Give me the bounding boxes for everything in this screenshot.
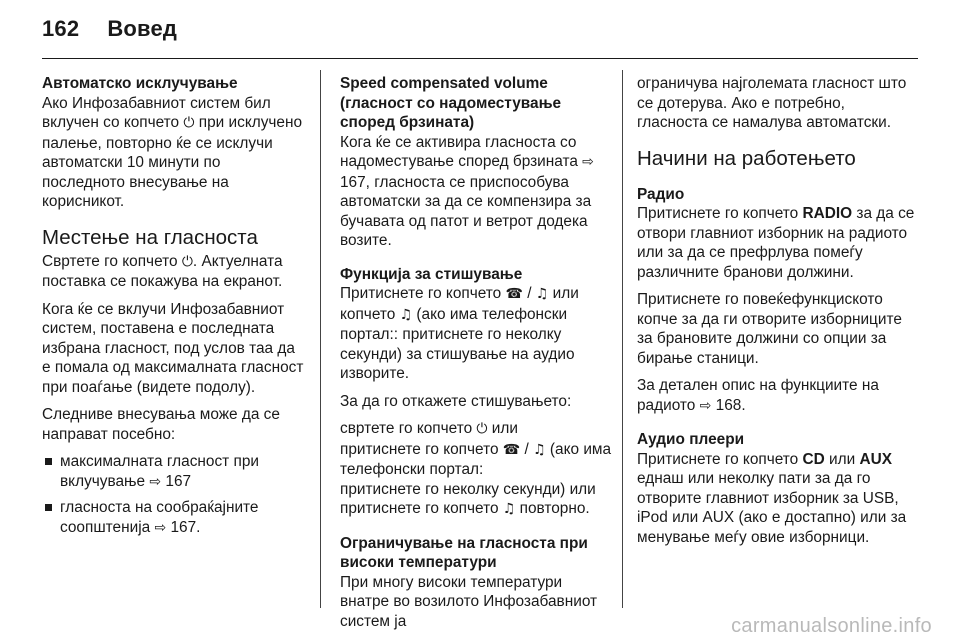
- power-icon: ⏻: [181, 253, 193, 270]
- section-heading: Автоматско исклучување: [42, 75, 238, 92]
- paragraph-text: Притиснете го повеќефункциското копче за да ги отворите изборниците за брановите должини со опции за бирање станици.: [637, 291, 902, 367]
- paragraph-text: при исклучено палење, повторно ќе се исклучи автоматски 10 минути по последното внесување на корисникот.: [42, 114, 303, 210]
- section-heading: Радио: [637, 185, 685, 203]
- power-icon: ⏻: [183, 115, 195, 131]
- paragraph-text: притиснете го неколку секунди) или притиснете го копчето: [340, 480, 596, 517]
- section-heading: Speed compensated volume (гласност со надоместување според брзината): [340, 75, 562, 131]
- page-reference: 168.: [711, 396, 746, 414]
- reference-arrow-icon: ⇨: [149, 473, 162, 490]
- paragraph-text: Следниве внесувања може да се направат посебно:: [42, 406, 280, 443]
- page-reference: 167: [161, 472, 192, 490]
- cd-button-label: CD: [802, 450, 825, 468]
- paragraph-text: (ако има телефонски портал:: притиснете го неколку секунди) за стишување на аудио изворите.: [340, 305, 575, 382]
- list-item-text: гласноста на сообраќајните соопштенија: [60, 499, 259, 536]
- phone-icon: ☎: [502, 441, 521, 458]
- bullet-list: [42, 452, 306, 538]
- power-icon: ⏻: [476, 421, 488, 437]
- phone-icon: ☎: [505, 286, 523, 302]
- paragraph-text: . Актуелната поставка се покажува на екранот.: [42, 252, 283, 290]
- page-title: Вовед: [107, 16, 178, 41]
- mute-icon: ♫: [535, 286, 549, 302]
- paragraph-text: /: [522, 285, 536, 302]
- page-header: [42, 16, 177, 42]
- paragraph-text: Свртете го копчето: [42, 252, 182, 270]
- paragraph-text: или копчето: [340, 285, 579, 323]
- paragraph-text: повторно.: [515, 500, 590, 517]
- paragraph-text: (ако има телефонски портал:: [340, 440, 612, 478]
- reference-arrow-icon: ⇨: [699, 397, 712, 414]
- header-rule: [42, 58, 918, 59]
- paragraph-text: Кога ќе се активира гласноста со надоместување според брзината: [340, 133, 583, 170]
- aux-button-label: AUX: [859, 450, 892, 468]
- reference-arrow-icon: ⇨: [154, 519, 167, 536]
- list-item-text: максималната гласност при вклучување: [60, 453, 259, 490]
- paragraph-text: еднаш или неколку пати за да го отворите главниот изборник за USB, iPod или AUX (ако е достапно) или за менување меѓу овие изборници.: [637, 470, 907, 546]
- paragraph-text: ограничува најголемата гласност што се дотерува. Ако е потребно, гласноста се намалува автоматски.: [637, 75, 907, 131]
- section-heading: Ограничување на гласноста при високи температури: [340, 534, 588, 571]
- watermark: carmanualsonline.info: [731, 615, 932, 637]
- paragraph-text: Кога ќе се вклучи Инфозабавниот систем, поставена е последната избрана гласност, под услов таа да е помала од максималната гласност при поаѓање (видете подолу).: [42, 300, 304, 396]
- paragraph-text: За да го откажете стишувањето:: [340, 392, 572, 410]
- list-item: [42, 498, 306, 538]
- paragraph-text: При многу високи температури внатре во возилото Инфозабавниот систем ја: [340, 573, 598, 630]
- section-heading: Функција за стишување: [340, 265, 523, 283]
- paragraph-text: /: [520, 440, 534, 458]
- column-3: [637, 74, 919, 555]
- reference-arrow-icon: ⇨: [582, 154, 594, 170]
- paragraph-text: Притиснете го копчето: [637, 450, 803, 468]
- paragraph-text: или: [487, 420, 518, 437]
- section-heading: Начини на работењето: [637, 146, 856, 170]
- paragraph-text: или: [824, 450, 860, 468]
- paragraph-text: свртете го копчето: [340, 420, 477, 437]
- column-1: [42, 74, 306, 544]
- paragraph-text: за да се отвори главниот изборник на радиото или за да се префрлува помеѓу различните бранови должини.: [637, 205, 915, 281]
- column-divider: [320, 70, 321, 608]
- page-number: 162: [42, 16, 80, 41]
- page-reference: 167.: [166, 518, 201, 536]
- column-divider: [622, 70, 623, 608]
- section-heading: Местење на гласноста: [42, 225, 258, 249]
- radio-button-label: RADIO: [802, 205, 853, 222]
- paragraph-text: притиснете го копчето: [340, 440, 503, 458]
- paragraph-text: Притиснете го копчето: [637, 205, 803, 222]
- list-item: [42, 452, 306, 492]
- column-2: [340, 74, 612, 639]
- paragraph-text: Притиснете го копчето: [340, 285, 506, 302]
- paragraph-text: За детален опис на функциите на радиото: [637, 377, 879, 414]
- section-heading: Аудио плеери: [637, 431, 745, 448]
- paragraph-text: Ако Инфозабавниот систем бил вклучен со копчето: [42, 94, 271, 131]
- mute-icon: ♫: [399, 306, 413, 323]
- paragraph-text: 167, гласноста се приспособува автоматски за да се компензира за бучавата од патот и ветрот додека возите.: [340, 173, 592, 249]
- mute-icon: ♫: [533, 441, 546, 458]
- mute-icon: ♫: [502, 501, 516, 517]
